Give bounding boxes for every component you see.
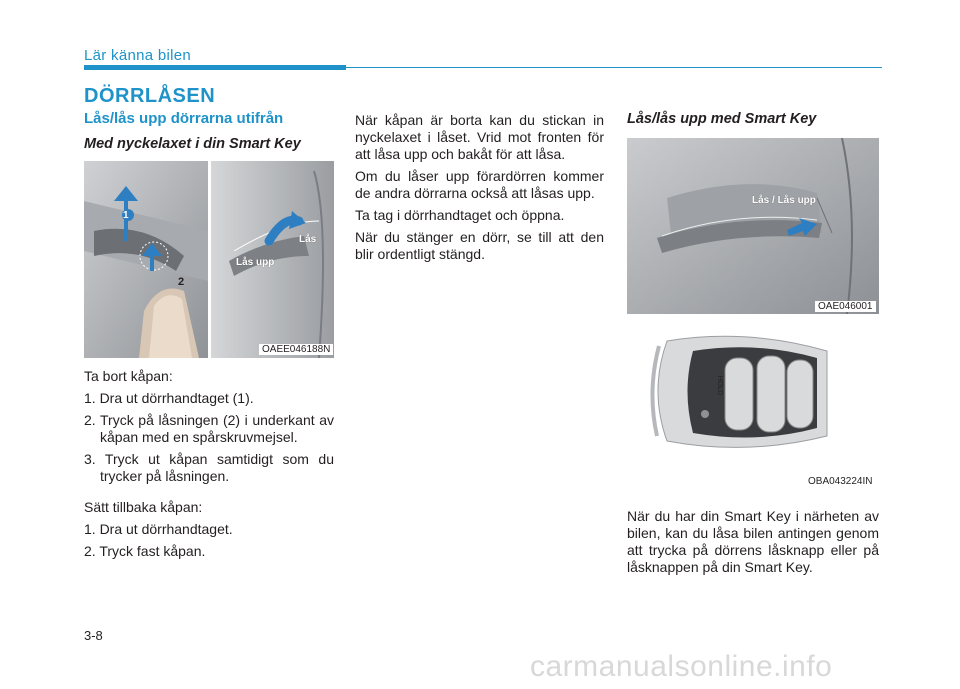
figure-code: OBA043224IN xyxy=(805,476,876,487)
refit-cover-steps xyxy=(84,521,334,560)
callout-2: 2 xyxy=(178,276,185,288)
paragraph: Om du låser upp förardörren kommer de andra dörrarna också att låsas upp. xyxy=(355,168,604,201)
list-item: 1. Dra ut dörrhandtaget. xyxy=(84,521,233,537)
middle-body xyxy=(355,112,604,263)
watermark: carmanualsonline.info xyxy=(530,650,833,683)
right-heading: Lås/lås upp med Smart Key xyxy=(627,111,817,127)
unlock-label: Lås upp xyxy=(236,257,275,268)
page-number: 3-8 xyxy=(84,628,103,643)
left-body xyxy=(84,368,334,565)
callout-1: 1 xyxy=(123,210,129,221)
left-heading: Med nyckelaxet i din Smart Key xyxy=(84,136,301,152)
smart-key-fob-figure xyxy=(627,316,879,488)
remove-cover-intro: Ta bort kåpan: xyxy=(84,368,173,384)
section-title: DÖRRLÅSEN xyxy=(84,85,216,107)
figure-code: OAE046001 xyxy=(815,301,876,312)
list-item: 3. Tryck ut kåpan samtidigt som du trycker på låsningen. xyxy=(84,451,334,484)
key-cylinder-figure xyxy=(84,161,334,358)
list-item: 2. Tryck fast kåpan. xyxy=(84,543,206,559)
right-body xyxy=(627,508,879,576)
figure-code: OAEE046188N xyxy=(259,344,333,355)
paragraph: Ta tag i dörrhandtaget och öppna. xyxy=(355,207,565,223)
lock-unlock-label: Lås / Lås upp xyxy=(752,195,816,206)
list-item: 2. Tryck på låsningen (2) i underkant av kåpan med en spårskruvmejsel. xyxy=(84,412,334,445)
remove-cover-steps xyxy=(84,390,334,485)
door-handle-button-illustration xyxy=(627,138,879,314)
smart-key-door-figure xyxy=(627,138,879,314)
list-item: 1. Dra ut dörrhandtaget (1). xyxy=(84,390,254,406)
section-subtitle: Lås/lås upp dörrarna utifrån xyxy=(84,110,284,127)
header-accent-bar xyxy=(84,65,346,70)
smart-key-fob-illustration xyxy=(627,316,879,488)
paragraph: När du har din Smart Key i närheten av bilen, kan du låsa bilen antingen genom att trycka på dörrens låsknapp eller på låsknappen på din Smart Key. xyxy=(627,508,879,575)
header-title: Lär känna bilen xyxy=(84,47,192,64)
header-rule xyxy=(346,67,882,68)
door-handle-illustration xyxy=(84,161,334,358)
hold-label: HOLD xyxy=(716,375,724,396)
paragraph: När kåpan är borta kan du stickan in nyckelaxet i låset. Vrid mot fronten för att låsa upp och bakåt för att låsa. xyxy=(355,112,604,162)
lock-label: Lås xyxy=(299,234,317,245)
paragraph: När du stänger en dörr, se till att den blir ordentligt stängd. xyxy=(355,229,604,262)
refit-cover-intro: Sätt tillbaka kåpan: xyxy=(84,499,203,515)
